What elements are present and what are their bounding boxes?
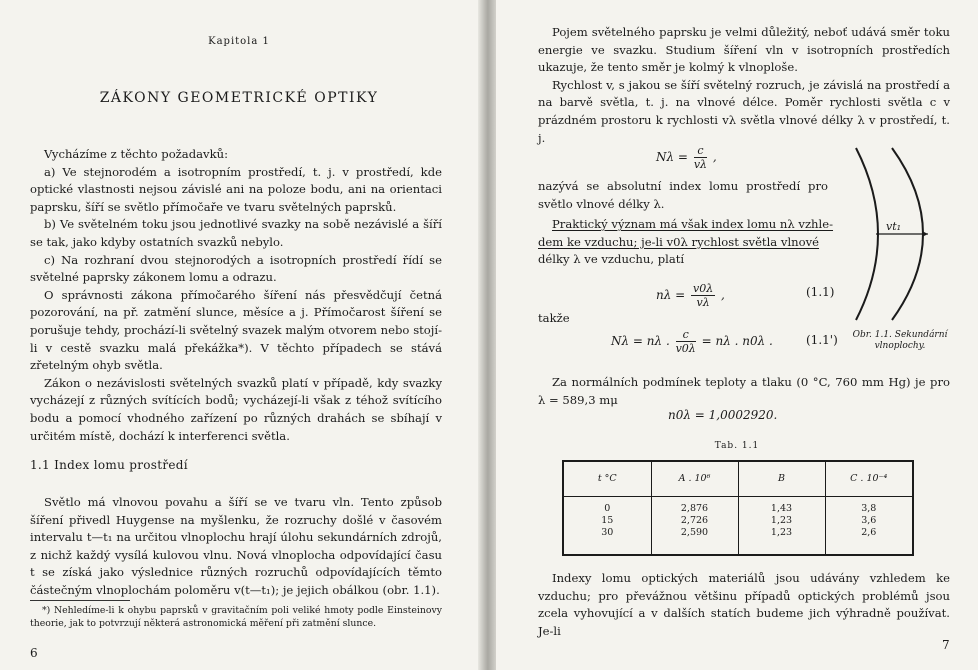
table-cell: 3,8 [861,502,877,514]
table-header: A . 10⁶ [651,462,738,496]
numerator: c [694,144,707,158]
text-line: délky λ ve vzduchu, platí [538,252,685,267]
footnote-rule [30,600,130,601]
paragraph: Vycházíme z těchto požadavků: [44,147,228,161]
right-text-top [538,24,950,147]
paragraph: Indexy lomu optických materiálů jsou udávány vzhledem ke vzduchu; pro převážnou většinu případů optických problémů jsou zcela vyhovující a v dalších statích budeme jich výhradně používat. Je-li [538,571,950,638]
chapter-label: Kapitola 1 [208,36,270,47]
table-cell: 3,6 [861,514,877,526]
caption-line: Obr. 1.1. Sekundární [852,330,948,340]
numerator: v0λ [693,282,714,295]
denominator: v0λ [675,342,696,355]
section-heading: 1.1 Index lomu prostředí [30,458,188,472]
right-text-bottom [538,570,950,640]
equation-lhs: nλ = [656,288,686,302]
table-header: B [738,462,825,496]
text-line: dem ke vzduchu; je-li v0λ rychlost světla vlnové [538,234,820,249]
book-gutter [478,0,496,670]
paragraph: Pojem světelného paprsku je velmi důležitý, neboť udává směr toku energie ve svazku. Studium šíření vln v isotropních prostředích ukazuje, že tento směr je kolmý k vlnoploše. [538,25,950,75]
relative-index-text [538,216,838,269]
table-cell: 2,726 [680,514,709,526]
paragraph: a) Ve stejnorodém a isotropním prostředí, t. j. v prostředí, kde optické vlastnosti nejsou závislé ani na poloze bodu, ani na orientaci paprsku, šíří se světlo přímočaře ve tvaru světelných paprsků. [30,164,442,214]
equation-1-1 [656,282,725,309]
table-frame [562,460,914,556]
equation-lhs: Nλ = nλ . [611,334,670,348]
table-cell: 1,23 [770,526,793,538]
page-number: 6 [30,646,38,660]
table-row [564,496,912,554]
equation-tail: , [721,288,725,302]
table-header: t °C [564,462,651,496]
refraction-table [564,462,912,554]
equation-tail: , [712,150,717,164]
fraction [676,328,696,355]
table-cell: 2,590 [680,526,709,538]
equation-air-index: n0λ = 1,0002920. [668,408,778,422]
equation-label: (1.1) [806,285,835,299]
numerator: c [676,328,696,342]
table-cell: 0 [604,502,611,514]
secondary-wavefronts-figure [842,144,962,334]
footnote [30,604,442,630]
table-cell: 1,23 [770,514,793,526]
inner-wavefront-arc [856,148,878,320]
page-number: 7 [942,638,950,652]
table-cell: 30 [601,526,614,538]
chapter-title: ZÁKONY GEOMETRICKÉ OPTIKY [99,90,379,106]
paragraph: b) Ve světelném toku jsou jednotlivé svazky na sobě nezávislé a šíří se tak, jako kdyby ostatních svazků nebylo. [30,217,442,249]
equation-absolute-index [656,144,717,171]
equation-1-1-prime [611,328,773,355]
figure-label: vt₁ [886,220,902,233]
denominator: vλ [696,296,710,309]
footnote-text: *) Nehledíme-li k ohybu paprsků v gravitačním poli veliké hmoty podle Einsteinovy theorie, jak to potvrzují některá astronomická měření při zatmění slunce. [30,605,442,629]
figure-caption [840,330,960,352]
paragraph: O správnosti zákona přímočarého šíření nás přesvědčují četná pozorování, na př. zatmění slunce, měsíce a j. Přímočarost šíření se porušuje tehdy, prochází-li světelný svazek malým otvorem nebo stojí-li v cestě svazku malá překážka*). V těchto případech se stává zřetelným ohyb světla. [30,287,442,373]
table-cell: 2,876 [680,502,709,514]
right-page [496,0,978,670]
table-title: Tab. 1.1 [714,441,760,451]
denominator: vλ [693,158,707,171]
section-text [30,494,442,600]
paragraph: nazývá se absolutní index lomu prostředí pro světlo vlnové délky λ. [538,179,828,211]
paragraph: Rychlost v, s jakou se šíří světelný rozruch, je závislá na prostředí a na barvě světla, t. j. na vlnové délce. Poměr rychlosti světla c v prázdném prostoru k rychlosti vλ světla vlnové délky λ v prostředí, t. j. [538,77,950,145]
takze-word: takže [538,311,570,325]
equation-lhs: Nλ = [656,150,688,164]
caption-line: vlnoplochy. [874,341,926,351]
equation-tail: = nλ . n0λ . [701,334,773,348]
text-line: Praktický význam má však index lomu nλ vzhle- [552,217,834,231]
paragraph: Zákon o nezávislosti světelných svazků platí v případě, kdy svazky vycházejí z různých svítících bodů; vycházejí-li však z téhož svítícího bodu a pomocí vhodného zařízení po různých drahách se sbíhají v určitém místě, dochází k interferenci světla. [30,375,442,443]
left-page [0,0,478,670]
paragraph: Světlo má vlnovou povahu a šíří se ve tvaru vln. Tento způsob šíření přivedl Huygense na myšlenku, že rozruchy došlé v časovém intervalu t—t₁ na určitou vlnoplochu hrají úlohu sekundárních zdrojů, z nichž každý vysílá kulovou vlnu. Nová vlnoplocha odpovídající času t se získá jako výslednice různých rozruchů odpovídajících těmto částečným vlnoplochám poloměru v(t—t₁); je jejich obálkou (obr. 1.1). [30,495,442,597]
definition-text [538,178,828,213]
fraction [691,282,715,309]
table-cell: 1,43 [770,502,793,514]
paragraph: c) Na rozhraní dvou stejnorodých a isotropních prostředí řídí se světelné paprsky zákonem lomu a odrazu. [30,252,442,285]
intro-text [30,146,442,445]
fraction [694,144,707,171]
table-cell: 2,6 [861,526,877,538]
table-cell: 15 [601,514,614,526]
paragraph: Za normálních podmínek teploty a tlaku (0 °C, 760 mm Hg) je pro λ = 589,3 mμ [538,375,950,407]
equation-label: (1.1') [806,333,838,347]
conditions-text [538,374,950,409]
arrow-head-icon [922,231,928,237]
table-header: C . 10⁻⁴ [850,473,888,485]
